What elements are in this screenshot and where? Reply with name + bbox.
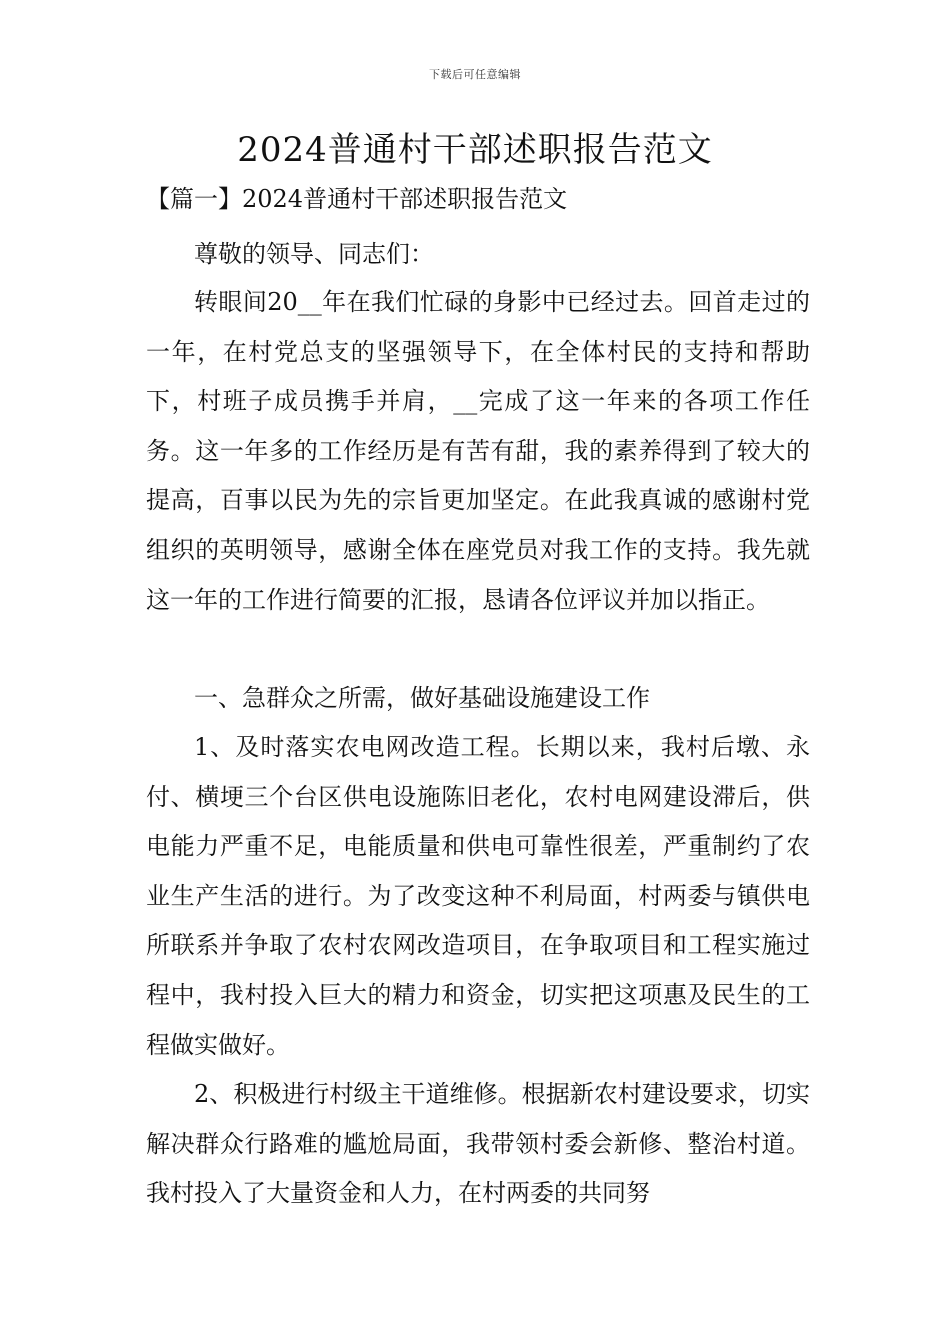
paragraph-item-1-text: 1、及时落实农电网改造工程。长期以来，我村后墩、永付、横埂三个台区供电设施陈旧老化，农村电网建设滞后，供电能力严重不足，电能质量和供电可靠性很差，严重制约了农业生产生活的进行。为了改变这种不利局面，村两委与镇供电所联系并争取了农村农网改造项目，在争取项目和工程实施过程中，我村投入巨大的精力和资金，切实把这项惠及民生的工程做实做好。 [146, 733, 810, 1059]
greeting-text: 尊敬的领导、同志们： [194, 240, 434, 268]
section-heading-1-text: 一、急群众之所需，做好基础设施建设工作 [194, 684, 650, 712]
paragraph-intro-text: 转眼间20__年在我们忙碌的身影中已经过去。回首走过的一年，在村党总支的坚强领导下，在全体村民的支持和帮助下，村班子成员携手并肩，__完成了这一年来的各项工作任务。这一年多的工作经历是有苦有甜，我的素养得到了较大的提高，百事以民为先的宗旨更加坚定。在此我真诚的感谢村党组织的英明领导，感谢全体在座党员对我工作的支持。我先就这一年的工作进行简要的汇报，恳请各位评议并加以指正。 [146, 288, 810, 614]
section-subtitle: 【篇一】2024普通村干部述职报告范文 [146, 185, 568, 213]
paragraph-item-2 [146, 1070, 810, 1219]
document-title: 2024普通村干部述职报告范文 [237, 130, 713, 170]
paragraph-item-1 [146, 723, 810, 1070]
header-note: 下载后可任意编辑 [429, 68, 521, 81]
section-heading-1 [146, 674, 810, 724]
paragraph-item-2-text: 2、积极进行村级主干道维修。根据新农村建设要求，切实解决群众行路难的尴尬局面，我带领村委会新修、整治村道。我村投入了大量资金和人力，在村两委的共同努 [146, 1080, 810, 1208]
paragraph-intro [146, 278, 810, 625]
greeting [146, 230, 810, 280]
